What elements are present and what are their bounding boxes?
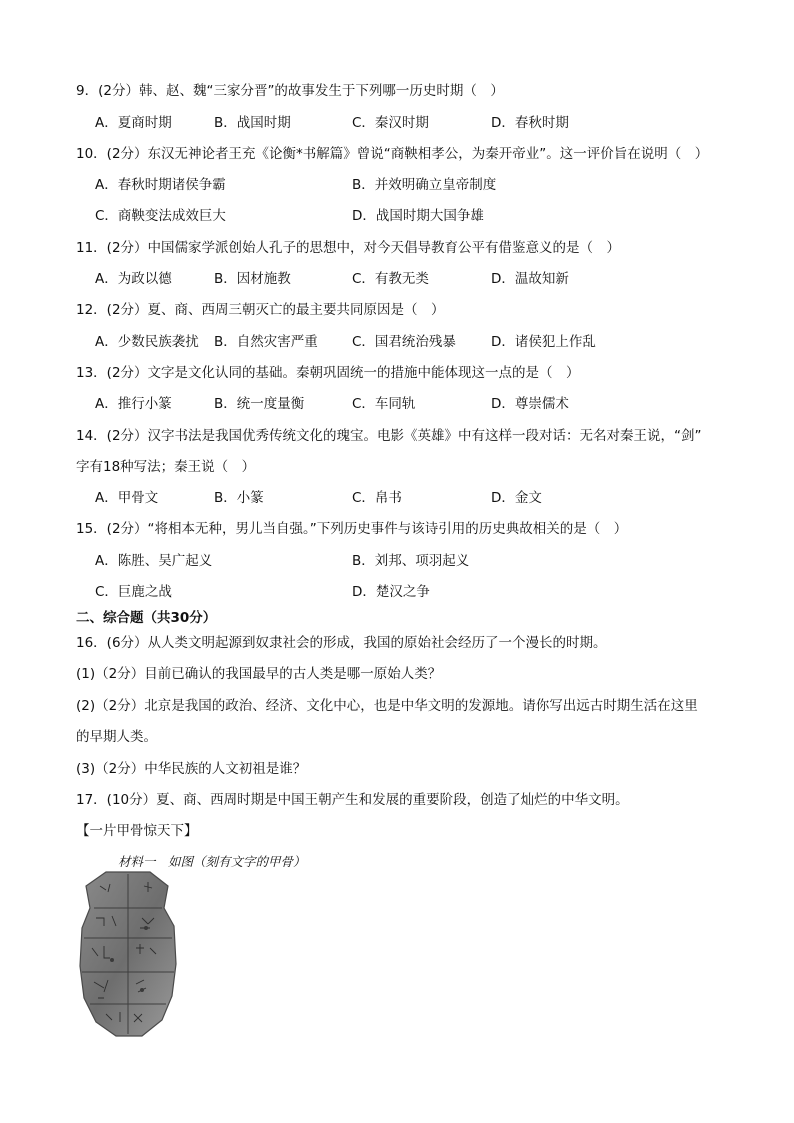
question-12-option-a[interactable]: A．少数民族袭扰 bbox=[95, 334, 199, 350]
question-14-option-b[interactable]: B．小篆 bbox=[214, 490, 264, 506]
question-9-option-a[interactable]: A．夏商时期 bbox=[95, 115, 172, 131]
question-15-option-a[interactable]: A．陈胜、吴广起义 bbox=[95, 553, 213, 569]
material-heading: 【一片甲骨惊天下】 bbox=[76, 823, 198, 839]
question-13-option-d[interactable]: D．尊崇儒术 bbox=[491, 396, 569, 412]
question-15-stem: 15．(2分）“将相本无种，男儿当自强。”下列历史事件与该诗引用的历史典故相关的是（ ） bbox=[76, 521, 628, 537]
question-10-option-a[interactable]: A．春秋时期诸侯争霸 bbox=[95, 177, 226, 193]
question-10-stem: 10．(2分）东汉无神论者王充《论衡*书解篇》曾说“商鞅相孝公，为秦开帝业”。这一评价旨在说明（ ） bbox=[76, 146, 709, 162]
question-16-sub2-line1: (2)（2分）北京是我国的政治、经济、文化中心，也是中华文明的发源地。请你写出远古时期生活在这里 bbox=[76, 698, 698, 714]
question-10-option-b[interactable]: B．并效明确立皇帝制度 bbox=[352, 177, 497, 193]
question-11-option-d[interactable]: D．温故知新 bbox=[491, 271, 569, 287]
question-15-option-d[interactable]: D．楚汉之争 bbox=[352, 584, 430, 600]
question-17-stem: 17．(10分）夏、商、西周时期是中国王朝产生和发展的重要阶段，创造了灿烂的中华文明。 bbox=[76, 792, 629, 808]
question-13-option-c[interactable]: C．车同轨 bbox=[352, 396, 416, 412]
question-16-stem: 16．(6分）从人类文明起源到奴隶社会的形成，我国的原始社会经历了一个漫长的时期。 bbox=[76, 635, 607, 651]
question-9-option-d[interactable]: D．春秋时期 bbox=[491, 115, 569, 131]
question-9-stem: 9．(2分）韩、赵、魏“三家分晋”的故事发生于下列哪一历史时期（ ） bbox=[76, 83, 504, 99]
question-11-option-a[interactable]: A．为政以德 bbox=[95, 271, 172, 287]
question-11-option-b[interactable]: B．因材施教 bbox=[214, 271, 291, 287]
question-15-option-c[interactable]: C．巨鹿之战 bbox=[95, 584, 172, 600]
material-caption: 材料一 如图（刻有文字的甲骨） bbox=[118, 854, 306, 869]
question-14-stem-line1: 14．(2分）汉字书法是我国优秀传统文化的瑰宝。电影《英雄》中有这样一段对话：无名对秦王说，“剑” bbox=[76, 428, 702, 444]
question-12-option-b[interactable]: B．自然灾害严重 bbox=[214, 334, 318, 350]
question-16-sub2-line2: 的早期人类。 bbox=[76, 729, 157, 745]
section-title: 二、综合题（共30分） bbox=[76, 610, 217, 626]
question-12-option-d[interactable]: D．诸侯犯上作乱 bbox=[491, 334, 596, 350]
question-12-option-c[interactable]: C．国君统治残暴 bbox=[352, 334, 456, 350]
question-14-option-a[interactable]: A．甲骨文 bbox=[95, 490, 159, 506]
question-14-stem-line2: 字有18种写法；秦王说（ ） bbox=[76, 459, 256, 475]
question-11-stem: 11．(2分）中国儒家学派创始人孔子的思想中，对今天倡导教育公平有借鉴意义的是（ ） bbox=[76, 240, 621, 256]
question-13-option-a[interactable]: A．推行小篆 bbox=[95, 396, 172, 412]
question-10-option-d[interactable]: D．战国时期大国争雄 bbox=[352, 208, 484, 224]
question-10-option-c[interactable]: C．商鞅变法成效巨大 bbox=[95, 208, 226, 224]
oracle-bone-image bbox=[76, 868, 180, 1040]
question-16-sub1: (1)（2分）目前已确认的我国最早的古人类是哪一原始人类？ bbox=[76, 666, 442, 682]
question-12-stem: 12．(2分）夏、商、西周三朝灭亡的最主要共同原因是（ ） bbox=[76, 302, 445, 318]
question-16-sub3: (3)（2分）中华民族的人文初祖是谁？ bbox=[76, 761, 307, 777]
question-15-option-b[interactable]: B．刘邦、项羽起义 bbox=[352, 553, 470, 569]
question-13-stem: 13．(2分）文字是文化认同的基础。秦朝巩固统一的措施中能体现这一点的是（ ） bbox=[76, 365, 580, 381]
question-14-option-c[interactable]: C．帛书 bbox=[352, 490, 402, 506]
question-13-option-b[interactable]: B．统一度量衡 bbox=[214, 396, 305, 412]
question-9-option-b[interactable]: B．战国时期 bbox=[214, 115, 291, 131]
question-9-option-c[interactable]: C．秦汉时期 bbox=[352, 115, 429, 131]
question-11-option-c[interactable]: C．有教无类 bbox=[352, 271, 429, 287]
question-14-option-d[interactable]: D．金文 bbox=[491, 490, 542, 506]
